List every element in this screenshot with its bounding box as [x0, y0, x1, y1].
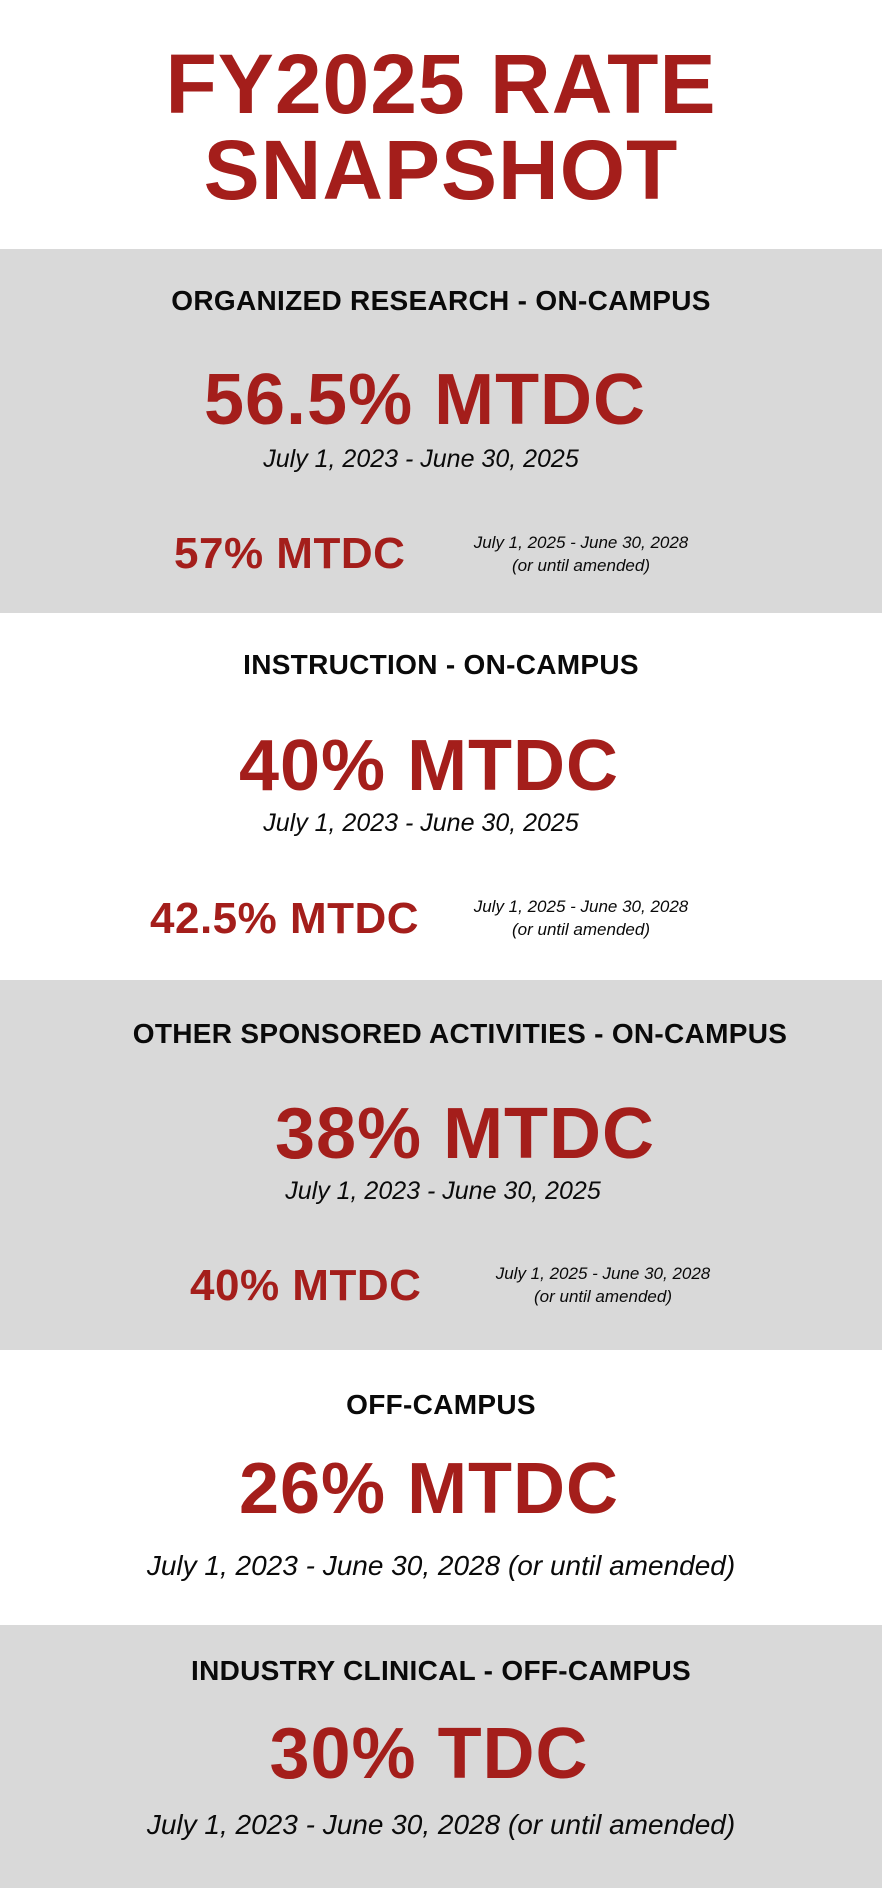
section-off-campus: [0, 1350, 882, 1625]
section-heading: ORGANIZED RESEARCH - ON-CAMPUS: [171, 285, 711, 316]
current-date-range: July 1, 2023 - June 30, 2025: [285, 1177, 601, 1205]
future-date-range: [451, 895, 711, 941]
future-rate: 40% MTDC: [190, 1261, 422, 1310]
page-title-line-1: FY2025 RATE: [165, 37, 717, 131]
section-other-sponsored-activities: [0, 980, 882, 1350]
future-date-range: [451, 531, 711, 577]
section-organized-research: [0, 249, 882, 613]
section-instruction: [0, 613, 882, 980]
future-note: (or until amended): [512, 920, 650, 939]
section-industry-clinical: [0, 1625, 882, 1888]
future-date: July 1, 2025 - June 30, 2028: [473, 533, 689, 552]
header: [0, 0, 882, 249]
future-note: (or until amended): [512, 556, 650, 575]
current-date-range: July 1, 2023 - June 30, 2028 (or until amended): [146, 1809, 736, 1840]
future-rate: 42.5% MTDC: [150, 894, 420, 943]
section-heading: INSTRUCTION - ON-CAMPUS: [243, 649, 639, 680]
page-title-line-2: SNAPSHOT: [203, 123, 679, 217]
future-date: July 1, 2025 - June 30, 2028: [473, 897, 689, 916]
current-rate: 40% MTDC: [238, 726, 620, 806]
future-date: July 1, 2025 - June 30, 2028: [495, 1264, 711, 1283]
current-rate: 56.5% MTDC: [203, 360, 647, 440]
future-note: (or until amended): [534, 1287, 672, 1306]
current-rate: 38% MTDC: [274, 1094, 656, 1174]
current-date-range: July 1, 2023 - June 30, 2025: [263, 445, 579, 473]
current-rate: 26% MTDC: [238, 1449, 620, 1529]
future-date-range: [473, 1262, 733, 1308]
current-rate: 30% TDC: [269, 1714, 589, 1794]
section-heading: OTHER SPONSORED ACTIVITIES - ON-CAMPUS: [132, 1018, 788, 1049]
section-heading: OFF-CAMPUS: [346, 1389, 536, 1420]
current-date-range: July 1, 2023 - June 30, 2025: [263, 809, 579, 837]
current-date-range: July 1, 2023 - June 30, 2028 (or until amended): [146, 1550, 736, 1581]
future-rate: 57% MTDC: [174, 529, 406, 578]
section-heading: INDUSTRY CLINICAL - OFF-CAMPUS: [190, 1655, 692, 1686]
